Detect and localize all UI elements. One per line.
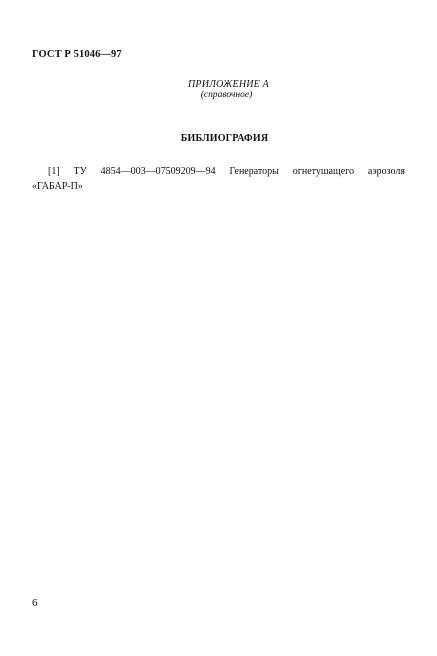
bib-doc-type: ТУ (73, 166, 87, 177)
page-number: 6 (32, 597, 38, 609)
bib-doc-number: 4854—003—07509209—94 (100, 166, 216, 177)
bib-title-word: аэрозоля (367, 166, 405, 177)
section-title: БИБЛИОГРАФИЯ (180, 133, 269, 144)
bibliography-entry-line1 (32, 164, 405, 179)
annex-title: ПРИЛОЖЕНИЕ А (188, 79, 269, 90)
bib-title-word: огнетушащего (292, 166, 355, 177)
bibliography-entry-line2: «ГАБАР-П» (32, 181, 83, 192)
annex-subtitle: (справочное) (200, 90, 253, 100)
bib-ref-number: [1] (48, 166, 60, 177)
bib-title-word: Генераторы (229, 166, 279, 177)
document-code: ГОСТ Р 51046—97 (32, 49, 122, 60)
bibliography-entry (32, 164, 405, 194)
